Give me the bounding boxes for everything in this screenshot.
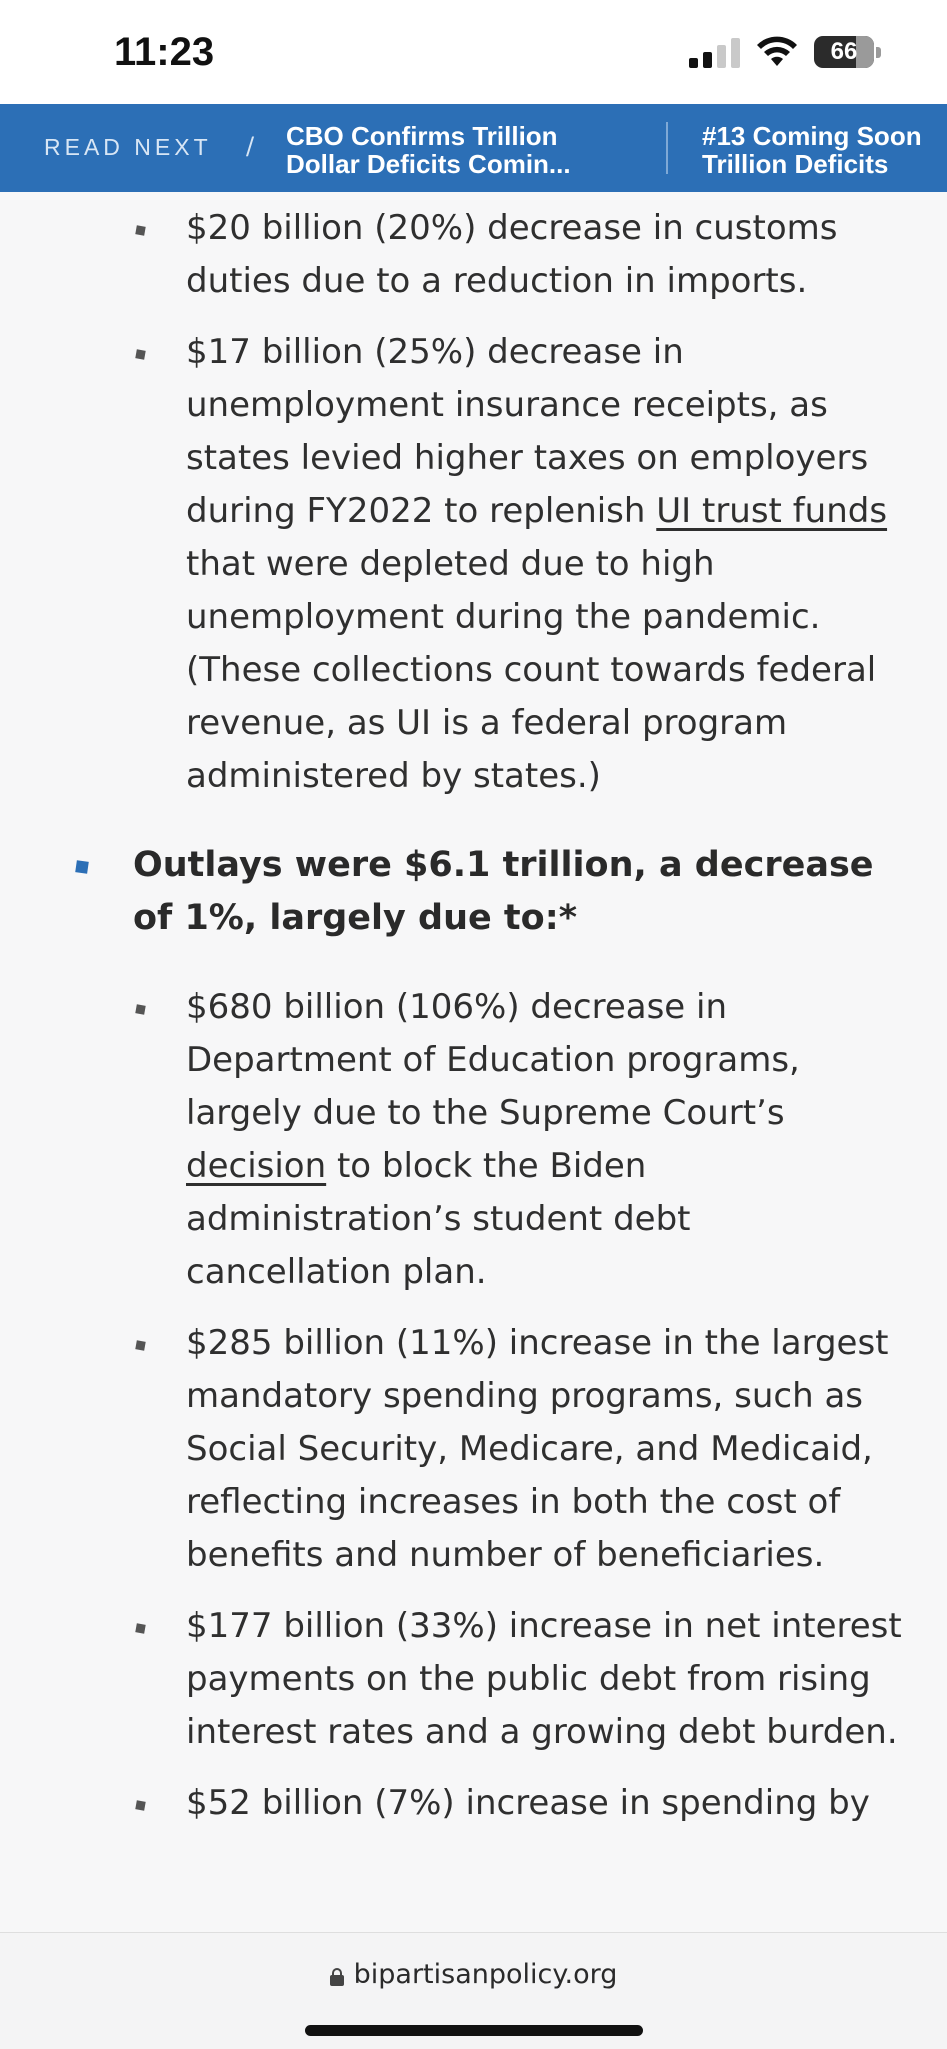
main-list-item [133, 839, 913, 945]
bullet-icon [135, 1004, 145, 1014]
browser-address-bar[interactable] [0, 1932, 947, 2049]
bullet-icon [135, 349, 145, 359]
decision-link[interactable]: decision [186, 1146, 327, 1186]
bullet-icon [135, 1800, 145, 1810]
status-bar [0, 0, 947, 104]
bullet-icon [135, 225, 145, 235]
article-content [0, 192, 947, 1830]
list-item-text: $177 billion (33%) increase in net interest payments on the public debt from rising interest rates and a growing debt burden. [186, 1606, 902, 1752]
list-item [186, 1777, 906, 1830]
list-item-text: $17 billion (25%) decrease in unemployment insurance receipts, as states levied higher taxes on employers during FY2022 to replenish UI trust funds that were depleted due to high unemployment during the pandemic. (These collections count towards federal revenue, as UI is a federal program administered by states.) [186, 332, 888, 796]
list-item [186, 1317, 906, 1582]
main-list-item-text: Outlays were $6.1 trillion, a decrease of 1%, largely due to:* [133, 845, 874, 938]
read-next-item-2[interactable] [702, 122, 922, 178]
read-next-item-1-line2: Dollar Deficits Comin... [286, 149, 571, 179]
read-next-item-1[interactable] [286, 122, 571, 178]
bullet-icon [75, 860, 89, 874]
battery-tip [876, 47, 881, 58]
ui-trust-funds-link[interactable]: UI trust funds [656, 491, 888, 531]
list-item-text: $285 billion (11%) increase in the largest mandatory spending programs, such as Social Security, Medicare, and Medicaid, reflecting increases in both the cost of benefits and number of beneficiaries. [186, 1323, 889, 1575]
read-next-item-2-line1: #13 Coming Soon [702, 121, 922, 151]
list-item-text: $20 billion (20%) decrease in customs duties due to a reduction in imports. [186, 208, 838, 301]
home-indicator[interactable] [305, 2025, 643, 2036]
bullet-icon [135, 1340, 145, 1350]
read-next-separator: / [246, 132, 255, 160]
wifi-icon [756, 36, 798, 68]
read-next-divider [666, 122, 668, 174]
url-display[interactable] [0, 1959, 947, 1990]
read-next-bar [0, 104, 947, 192]
status-time: 11:23 [114, 30, 215, 74]
signal-icon [689, 36, 740, 68]
list-item [186, 326, 906, 803]
read-next-label: READ NEXT [44, 134, 212, 160]
battery-icon [814, 36, 874, 68]
read-next-item-1-line1: CBO Confirms Trillion [286, 121, 558, 151]
battery-level: 66 [830, 38, 858, 65]
bullet-icon [135, 1623, 145, 1633]
list-item [186, 1600, 906, 1759]
status-icons [689, 36, 881, 68]
url-text: bipartisanpolicy.org [353, 1959, 618, 1990]
list-item [186, 981, 906, 1299]
list-item-text: $680 billion (106%) decrease in Department of Education programs, largely due to the Supreme Court’s decision to block the Biden administration’s student debt cancellation plan. [186, 987, 800, 1292]
lock-icon [330, 1968, 344, 1986]
list-item [186, 202, 906, 308]
list-item-text: $52 billion (7%) increase in spending by [186, 1783, 870, 1823]
read-next-item-2-line2: Trillion Deficits [702, 149, 889, 179]
